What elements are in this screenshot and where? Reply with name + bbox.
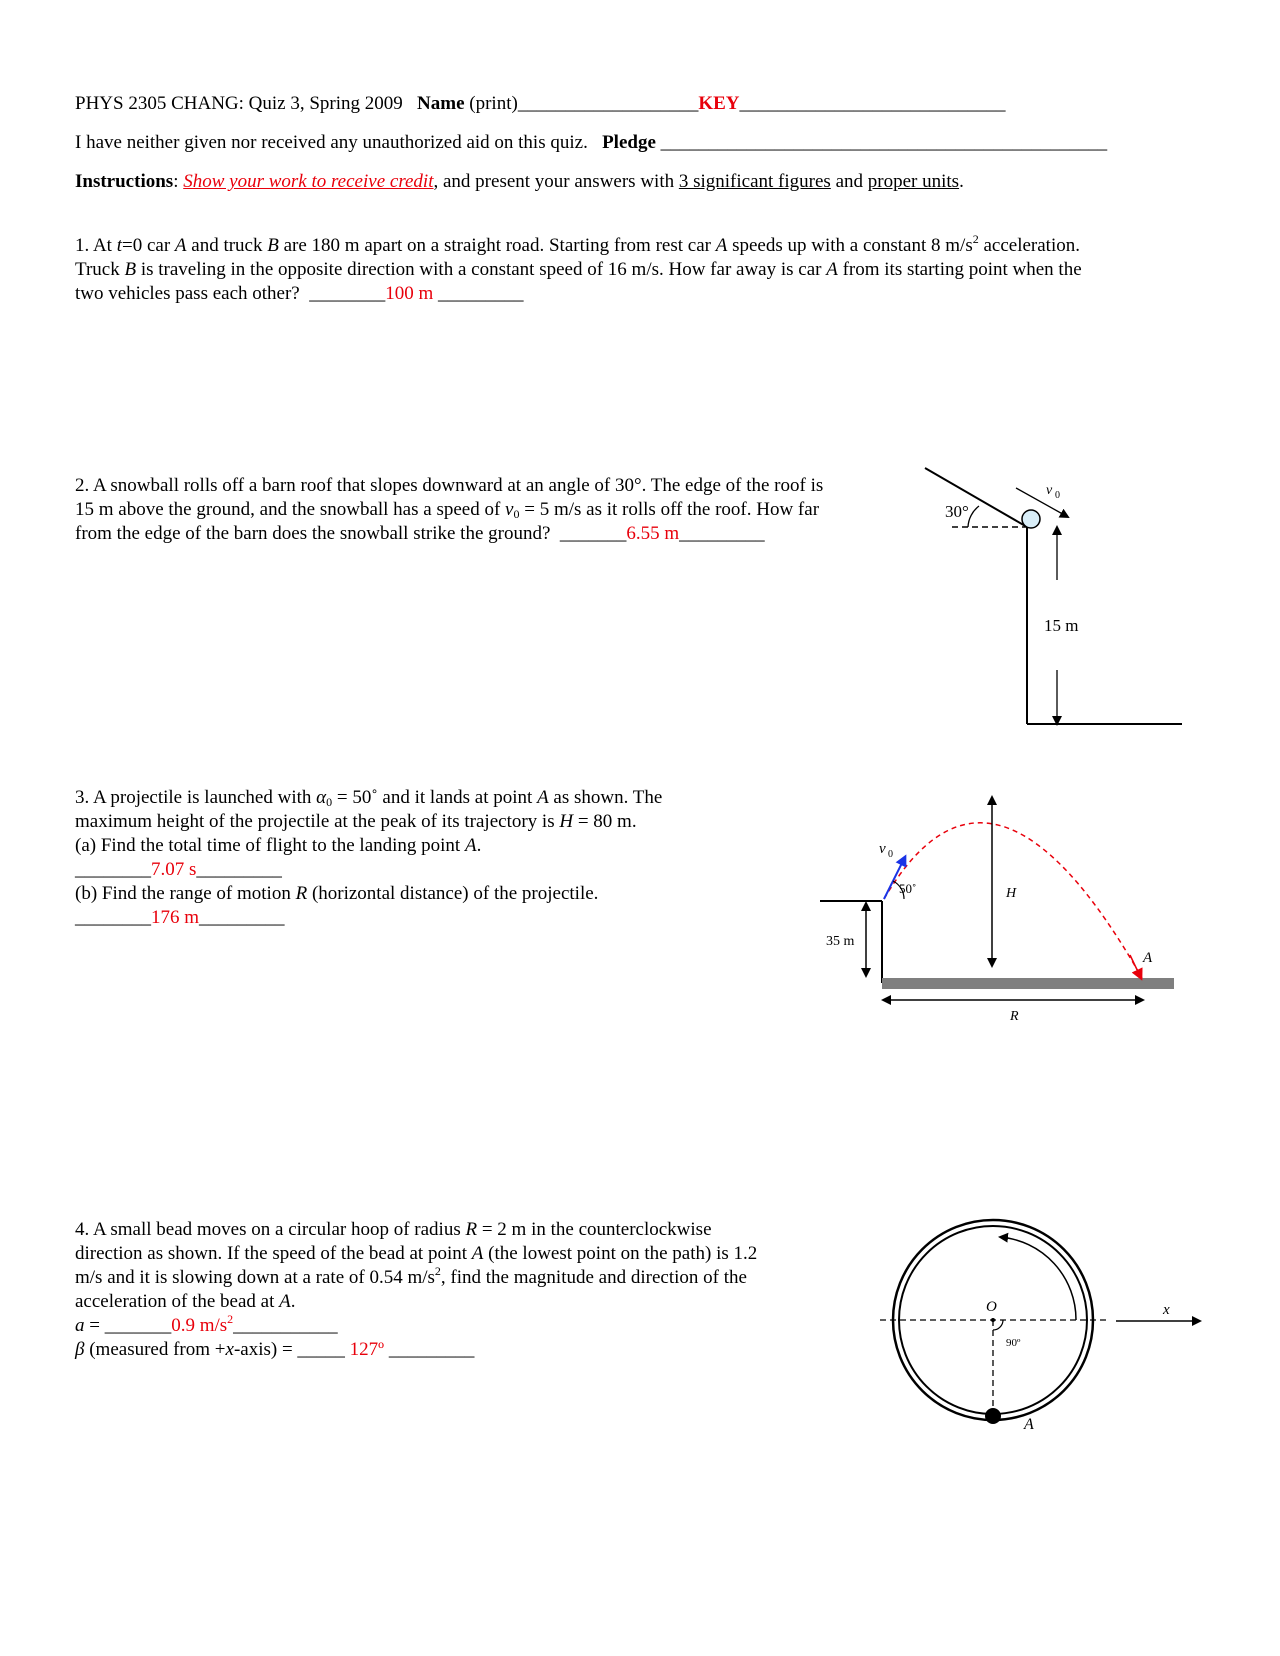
q4-var-beta: β [75, 1339, 85, 1360]
pledge-blank: _______________________________________________ [660, 132, 1108, 153]
q3-var-h: H [559, 811, 574, 832]
q3-answer-blank: _________ [196, 859, 282, 880]
q1-var-a: A [715, 235, 728, 256]
q3-answer-a: 7.07 s [151, 859, 197, 880]
units-note: proper units [867, 171, 960, 192]
q1-text: speeds up with a constant 8 m/s [732, 235, 973, 256]
q1-square: 2 [972, 232, 979, 246]
instructions-label: Instructions [75, 171, 174, 192]
q1-var-b: B [124, 259, 137, 280]
q3-text: . [476, 835, 482, 856]
q3-answer-b: 176 m [151, 907, 200, 928]
q3-answer-blank: _________ [199, 907, 285, 928]
roof-angle-label: 30° [945, 502, 969, 521]
q3-var-alpha: α [316, 787, 327, 808]
q4-answer-blank: _______ [104, 1315, 172, 1336]
landing-point-label: A [1143, 950, 1153, 966]
launch-velocity-sub: 0 [888, 849, 893, 860]
q4-var-r: R [465, 1219, 478, 1240]
cliff-height-label: 35 m [826, 934, 855, 949]
q3-text: as shown. The [553, 787, 663, 808]
q3-var-a: A [537, 787, 549, 808]
q2-text: 15 m above the ground, and the snowball has a speed of [75, 499, 501, 520]
name-blank-a: ___________________ [517, 93, 699, 114]
q1-text: 1. At [75, 235, 112, 256]
q4-var-x: x [225, 1339, 234, 1360]
name-sub: (print) [469, 93, 518, 114]
q3-text: (horizontal distance) of the projectile. [311, 883, 599, 904]
q4-equals: = [89, 1315, 100, 1336]
q3-sub-zero: 0 [326, 795, 333, 809]
q4-answer-blank: _____ [297, 1339, 345, 1360]
show-work-note: Show your work to receive credit [183, 171, 434, 192]
q1-text: from its starting point when the [842, 259, 1082, 280]
range-label: R [1010, 1009, 1019, 1024]
q4-var-accel: a [75, 1315, 85, 1336]
instructions-middle: , and present your answers with [433, 171, 675, 192]
q4-text: , find the magnitude and direction of the [440, 1267, 747, 1288]
q4-text: -axis) = [233, 1339, 293, 1360]
q4-text: acceleration of the bead at [75, 1291, 275, 1312]
q3-text: = 50˚ and it lands at point [336, 787, 533, 808]
q4-text: (the lowest point on the path) is 1.2 [488, 1243, 758, 1264]
sig-figs-note: 3 significant figures [678, 171, 831, 192]
x-axis-label: x [1163, 1302, 1170, 1318]
q1-text: two vehicles pass each other? [75, 283, 300, 304]
q4-answer-a-square: 2 [227, 1312, 234, 1326]
instructions-end: . [959, 171, 964, 192]
q3-text: (b) Find the range of motion [75, 883, 291, 904]
q4-answer-b: 127º [349, 1339, 385, 1360]
pledge-label: Pledge [602, 132, 656, 153]
pledge-text: I have neither given nor received any unauthorized aid on this quiz. [75, 132, 588, 153]
q3-text: (a) Find the total time of flight to the landing point [75, 835, 461, 856]
name-blank-b: ____________________________ [739, 93, 1006, 114]
q2-sub-zero: 0 [513, 507, 520, 521]
q1-var-b: B [267, 235, 279, 256]
q3-answer-blank: ________ [75, 907, 151, 928]
q1-answer-blank: _________ [438, 283, 524, 304]
q4-square: 2 [434, 1264, 441, 1278]
instructions-line: Instructions: Show your work to receive credit, and present your answers with 3 significant figures and proper units. [75, 171, 964, 192]
bead [985, 1408, 1001, 1424]
center-point [991, 1318, 995, 1322]
course-title: PHYS 2305 CHANG: Quiz 3, Spring 2009 [75, 93, 403, 114]
q4-answer-blank: ___________ [233, 1315, 338, 1336]
q2-answer-blank: _________ [679, 523, 765, 544]
q2-text: from the edge of the barn does the snowball strike the ground? [75, 523, 551, 544]
q1-answer: 100 m [385, 283, 434, 304]
q1-text: =0 car [121, 235, 171, 256]
q2-answer: 6.55 m [626, 523, 680, 544]
q4-answer-blank: _________ [388, 1339, 475, 1360]
q3-var-a: A [464, 835, 477, 856]
q2-answer-blank: _______ [559, 523, 627, 544]
q1-answer-blank: ________ [309, 283, 386, 304]
q3-text: maximum height of the projectile at the peak of its trajectory is [75, 811, 555, 832]
q1-text: and truck [191, 235, 263, 256]
q4-var-a: A [471, 1243, 484, 1264]
right-angle-arc [993, 1320, 1003, 1330]
q3-text: = 80 m. [577, 811, 637, 832]
q1-var-a: A [174, 235, 187, 256]
q4-text: = 2 m in the counterclockwise [481, 1219, 712, 1240]
max-height-label: H [1006, 886, 1017, 901]
q4-answer-a: 0.9 m/s [171, 1315, 228, 1336]
velocity-sub: 0 [1055, 490, 1060, 501]
q4-text: m/s and it is slowing down at a rate of 0.54 m/s [75, 1267, 435, 1288]
q2-text: = 5 m/s as it rolls off the roof. How far [524, 499, 820, 520]
q2-text: 2. A snowball rolls off a barn roof that slopes downward at an angle of 30°. The edge of the roof is [75, 475, 824, 496]
bead-point-label: A [1024, 1416, 1034, 1433]
q4-text: 4. A small bead moves on a circular hoop of radius [75, 1219, 461, 1240]
q1-text: are 180 m apart on a straight road. Starting from rest car [283, 235, 711, 256]
q1-text: is traveling in the opposite direction with a constant speed of 16 m/s. How far away is car [140, 259, 822, 280]
name-label: Name [417, 93, 465, 114]
right-angle-label: 90º [1006, 1337, 1021, 1349]
q4-var-a: A [279, 1291, 291, 1312]
q1-var-a: A [826, 259, 838, 280]
instructions-and: and [835, 171, 864, 192]
q1-text: Truck [75, 259, 120, 280]
launch-velocity-label: v [879, 841, 886, 857]
q1-text: acceleration. [983, 235, 1080, 256]
key-label: KEY [698, 93, 740, 114]
q4-text: (measured from + [89, 1339, 226, 1360]
q2-var-v: v [505, 499, 514, 520]
q4-text: . [290, 1291, 296, 1312]
q4-text: direction as shown. If the speed of the bead at point [75, 1243, 468, 1264]
velocity-label: v [1046, 483, 1053, 498]
height-label: 15 m [1044, 616, 1079, 635]
q1-var-t: t [116, 235, 122, 256]
q3-answer-blank: ________ [75, 859, 151, 880]
center-label: O [986, 1299, 997, 1315]
q3-text: 3. A projectile is launched with [75, 787, 312, 808]
q3-var-r: R [295, 883, 308, 904]
launch-angle-label: 50˚ [899, 881, 917, 896]
